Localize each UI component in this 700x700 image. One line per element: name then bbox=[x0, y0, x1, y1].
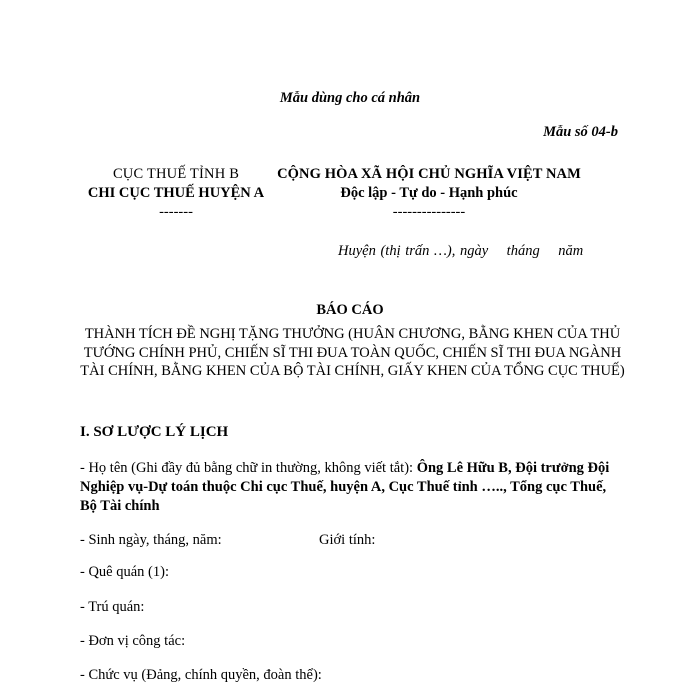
field-birth-gender bbox=[80, 531, 625, 550]
field-full-name bbox=[80, 459, 625, 516]
agency-header bbox=[80, 165, 272, 222]
gender-label: Giới tính: bbox=[319, 532, 376, 548]
field-hometown: - Quê quán (1): bbox=[80, 564, 169, 580]
nation-name: CỘNG HÒA XÃ HỘI CHỦ NGHĨA VIỆT NAM bbox=[277, 166, 581, 182]
form-code: Mẫu số 04-b bbox=[543, 124, 618, 140]
nation-divider: --------------- bbox=[392, 204, 466, 220]
document-subtitle: THÀNH TÍCH ĐỀ NGHỊ TẶNG THƯỞNG (HUÂN CHƯƠNG, BẰNG KHEN CỦA THỦ TƯỚNG CHÍNH PHỦ, CHIẾN SĨ THI ĐUA TOÀN QUỐC, CHIẾN SĨ THI ĐUA NGÀNH TÀI CHÍNH, BẰNG KHEN CỦA BỘ TÀI CHÍNH, GIẤY KHEN CỦA TỔNG CỤC THUẾ) bbox=[80, 326, 625, 379]
field-residence: - Trú quán: bbox=[80, 599, 145, 615]
agency-name: CỤC THUẾ TỈNH B bbox=[112, 166, 240, 182]
full-name-value: Ông Lê Hữu B, Đội trưởng Đội Nghiệp vụ-Dự toán thuộc Chi cục Thuế, huyện A, Cục Thuế tỉnh ….., Tổng cục Thuế, Bộ Tài chính bbox=[80, 460, 610, 514]
nation-motto: Độc lập - Tự do - Hạnh phúc bbox=[340, 185, 518, 201]
birth-date-label: - Sinh ngày, tháng, năm: bbox=[80, 532, 222, 548]
form-usage-note: Mẫu dùng cho cá nhân bbox=[279, 90, 421, 106]
field-position: - Chức vụ (Đảng, chính quyền, đoàn thể): bbox=[80, 667, 322, 683]
full-name-label: - Họ tên (Ghi đầy đủ bằng chữ in thường, không viết tắt): bbox=[80, 460, 417, 476]
national-header bbox=[268, 165, 590, 222]
field-work-unit: - Đơn vị công tác: bbox=[80, 633, 186, 649]
section-1-heading: I. SƠ LƯỢC LÝ LỊCH bbox=[80, 424, 229, 440]
agency-divider: ------- bbox=[159, 204, 193, 220]
place-date-line: Huyện (thị trấn …), ngày tháng năm bbox=[338, 243, 584, 259]
document-title: BÁO CÁO bbox=[316, 302, 384, 318]
subagency-name: CHI CỤC THUẾ HUYỆN A bbox=[87, 185, 265, 201]
